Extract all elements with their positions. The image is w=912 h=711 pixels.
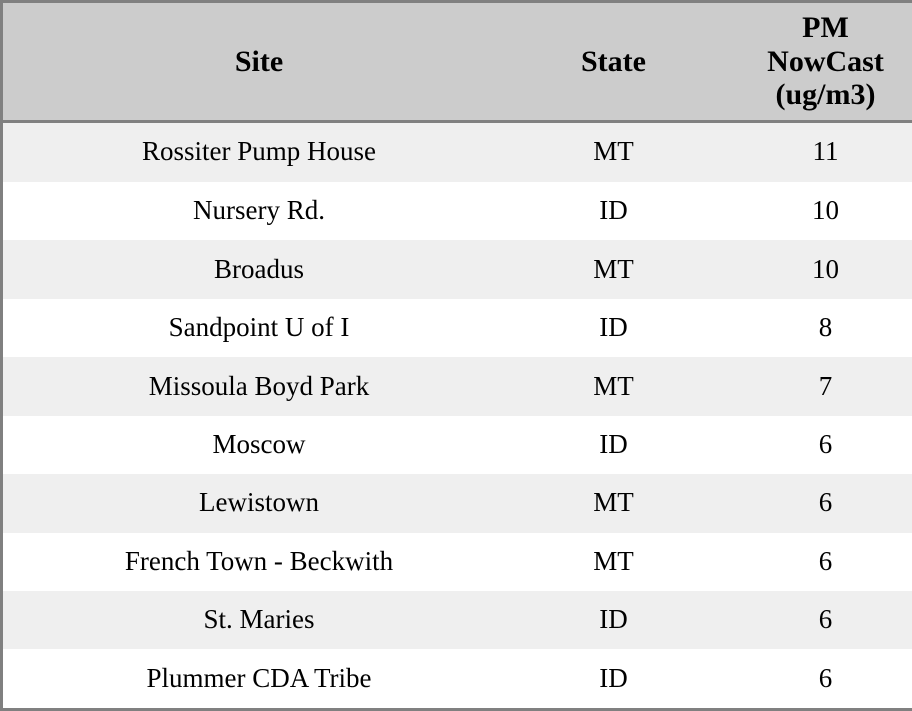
- table-row: [3, 182, 912, 240]
- cell-state: ID: [599, 429, 628, 460]
- cell-state: ID: [599, 662, 628, 693]
- cell-site: Rossiter Pump House: [141, 136, 376, 167]
- table-row: [3, 416, 912, 474]
- cell-state: MT: [593, 545, 634, 576]
- table-row: [3, 240, 912, 298]
- table-row: [3, 299, 912, 357]
- cell-pm: 10: [812, 253, 839, 284]
- cell-pm: 10: [812, 195, 839, 226]
- column-header-pm-nowcast: [712, 3, 912, 121]
- cell-state: MT: [593, 370, 634, 401]
- cell-site: Broadus: [214, 253, 304, 284]
- column-header-state: State: [515, 3, 712, 121]
- table-row: [3, 649, 912, 708]
- table-row: [3, 591, 912, 649]
- cell-pm: 6: [818, 545, 833, 576]
- cell-state: MT: [593, 136, 634, 167]
- cell-state: ID: [599, 604, 628, 635]
- cell-pm: 11: [812, 136, 839, 167]
- cell-state: MT: [593, 253, 634, 284]
- column-header-pm-line2: NowCast: [767, 44, 884, 78]
- table-header: [3, 3, 912, 121]
- table-header-row: [3, 3, 912, 121]
- cell-pm: 6: [818, 487, 833, 518]
- cell-pm: 6: [818, 429, 833, 460]
- cell-pm: 7: [818, 370, 833, 401]
- cell-site: Missoula Boyd Park: [148, 370, 370, 401]
- table-row: [3, 121, 912, 182]
- table-body: [3, 121, 912, 708]
- cell-site: Moscow: [212, 429, 306, 460]
- column-header-site: Site: [3, 3, 515, 121]
- cell-site: Lewistown: [199, 487, 319, 518]
- cell-site: St. Maries: [203, 604, 315, 635]
- cell-site: French Town - Beckwith: [124, 545, 394, 576]
- cell-site: Plummer CDA Tribe: [146, 662, 372, 693]
- cell-state: ID: [599, 312, 628, 343]
- cell-site: Sandpoint U of I: [168, 312, 350, 343]
- cell-pm: 8: [818, 312, 833, 343]
- cell-site: Nursery Rd.: [193, 195, 325, 226]
- table-row: [3, 357, 912, 415]
- table-row: [3, 474, 912, 532]
- column-header-pm-line1: PM: [802, 11, 849, 44]
- cell-pm: 6: [818, 662, 833, 693]
- cell-state: MT: [593, 487, 634, 518]
- cell-state: ID: [599, 195, 628, 226]
- cell-pm: 6: [818, 604, 833, 635]
- table-row: [3, 533, 912, 591]
- air-quality-table: [3, 3, 912, 708]
- column-header-pm-line3: (ug/m3): [775, 78, 876, 112]
